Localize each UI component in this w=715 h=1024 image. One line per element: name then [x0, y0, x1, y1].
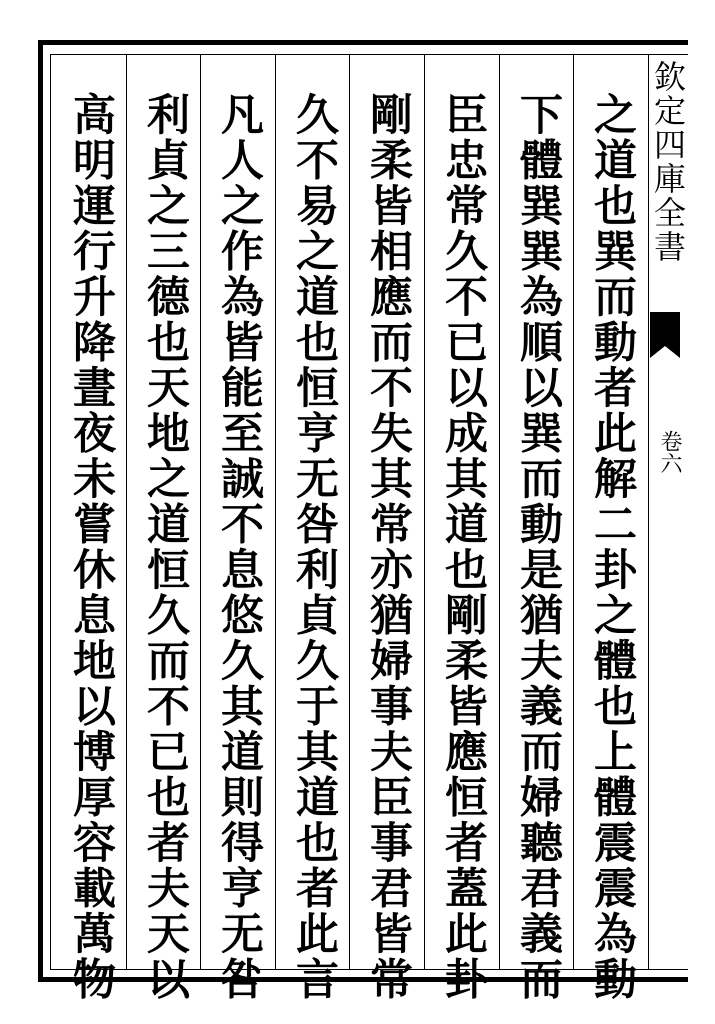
text-column-5: 久不易之道也恒亨无咎利貞久于其道也者此言	[289, 92, 339, 1002]
text-column-4: 剛柔皆相應而不失其常亦猶婦事夫臣事君皆常	[363, 92, 413, 1002]
text-column-3: 臣忠常久不已以成其道也剛柔皆應恒者蓋此卦	[438, 92, 488, 1002]
text-column-2: 下體巽巽為順以巽而動是猶夫義而婦聽君義而	[513, 92, 563, 1002]
margin-volume-label: 卷六	[657, 430, 682, 474]
column-divider	[200, 54, 201, 970]
margin-book-title: 欽定四庫全書	[649, 60, 687, 264]
fishtail-mark-icon	[650, 312, 680, 346]
column-divider	[424, 54, 425, 970]
column-divider	[499, 54, 500, 970]
column-divider	[349, 54, 350, 970]
text-column-6: 凡人之作為皆能至誠不息悠久其道則得亨无咎	[214, 92, 264, 1002]
column-divider	[275, 54, 276, 970]
text-column-7: 利貞之三德也天地之道恒久而不已也者夫天以	[140, 92, 190, 1002]
column-divider	[573, 54, 574, 970]
text-column-8: 高明運行升降晝夜未嘗休息地以博厚容載萬物	[66, 92, 116, 1002]
text-column-1: 之道也巽而動者此解二卦之體也上體震震為動	[587, 92, 637, 1002]
column-divider	[126, 54, 127, 970]
